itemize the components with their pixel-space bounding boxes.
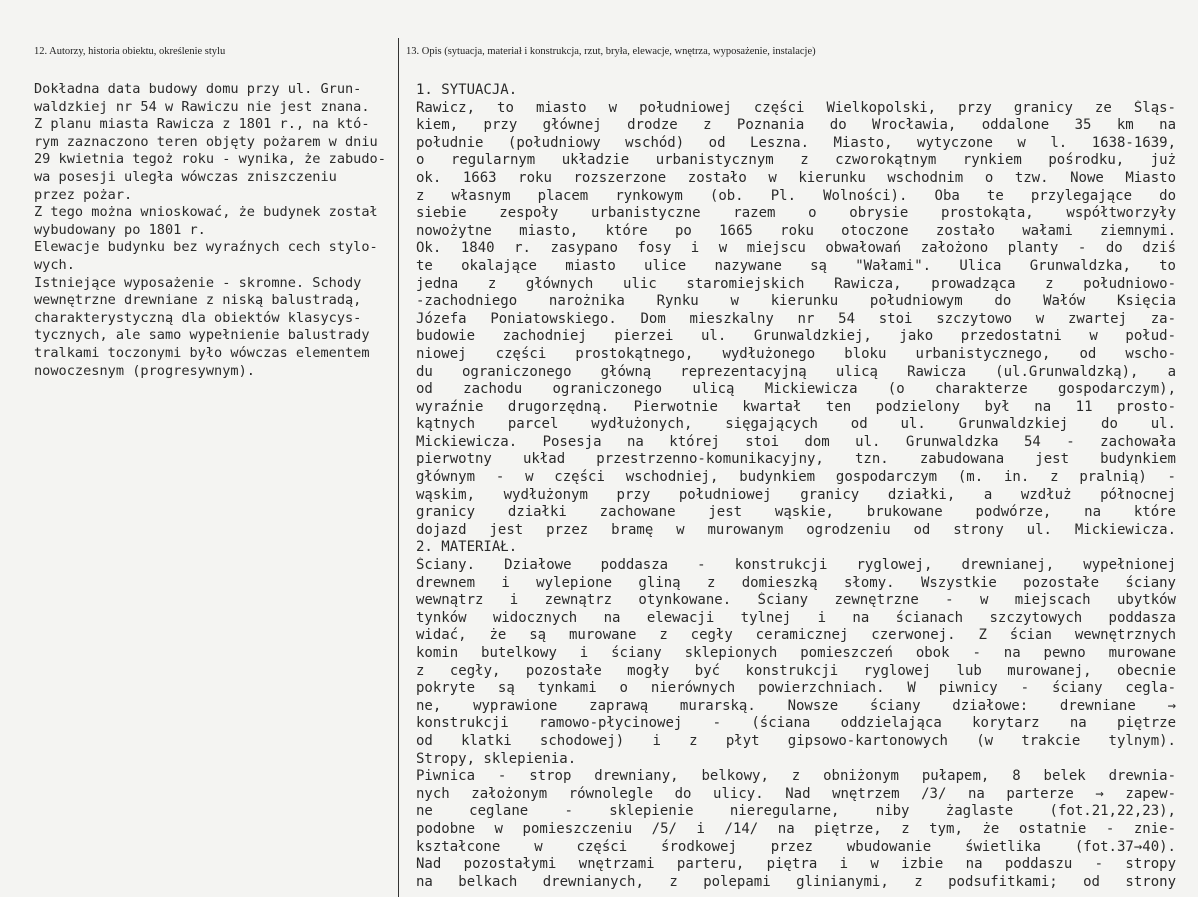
- text-line: Piwnica - strop drewniany, belkowy, z obniżonym pułapem, 8 belek drewnia-: [416, 768, 1176, 785]
- history-text-column: [34, 81, 396, 380]
- text-line: widać, że są murowane z cegły ceramicznej czerwonej. Z ścian wewnętrznych: [416, 627, 1176, 644]
- text-line: wewnętrzne drewniane z niską balustradą,: [34, 292, 362, 309]
- text-line: drewnem i wylepione gliną z domieszką słomy. Wszystkie pozostałe ściany: [416, 574, 1176, 591]
- section-13-header: 13. Opis (sytuacja, materiał i konstrukcja, rzut, bryła, elewacje, wnętrza, wyposażenie, instalacje): [406, 46, 816, 57]
- text-line: podobne w pomieszczeniu /5/ i /14/ na piętrze, z tym, że ostatnie - znie-: [416, 820, 1176, 837]
- description-text-column: [416, 82, 1176, 891]
- text-line: tycznych, ale samo wypełnienie balustrady: [34, 327, 370, 344]
- text-line: wybudowany po 1801 r.: [34, 221, 206, 238]
- text-line: kątnych parcel wydłużonych, sięgających od ul. Grunwaldzkiej do ul.: [416, 416, 1176, 433]
- text-line: komin butelkowy i ściany sklepionych pomieszczeń obok - na pewno murowane: [416, 645, 1176, 661]
- text-line: -zachodniego narożnika Rynku w kierunku południowym do Wałów Księcia: [416, 293, 1176, 310]
- text-line: tynków widocznych na elewacji tylnej i na ścianach szczytowych poddasza: [416, 609, 1176, 626]
- text-line: Z tego można wnioskować, że budynek został: [34, 204, 378, 221]
- text-line: ne, wyprawione zaprawą murarską. Nowsze ściany działowe: drewniane →: [416, 697, 1176, 714]
- text-line: tralkami toczonymi było wówczas elementem: [34, 344, 370, 361]
- text-line: Nad pozostałymi wnętrzami parteru, piętra i w izbie na poddaszu - stropy: [416, 856, 1176, 873]
- text-line: du ograniczonego główną reprezentacyjną ulicą Rawicza (ul.Grunwaldzką), a: [416, 363, 1176, 380]
- text-line: Ściany. Działowe poddasza - konstrukcji ryglowej, drewnianej, wypełnionej: [416, 557, 1176, 574]
- text-line: te okalające miasto ulice nazywane są "Wałami". Ulica Grunwaldzka, to: [416, 257, 1176, 274]
- text-line: Z planu miasta Rawicza z 1801 r., na któ-: [34, 116, 370, 133]
- text-line: niowej części prostokątnego, wydłużonego bloku urbanistycznego, od wscho-: [416, 345, 1176, 362]
- text-line: wych.: [34, 256, 75, 273]
- text-line: od zachodu ograniczonego ulicą Mickiewicza (o charakterze gospodarczym),: [416, 381, 1176, 398]
- text-line: rym zaznaczono teren objęty pożarem w dniu: [34, 133, 378, 150]
- text-line: Stropy, sklepienia.: [416, 750, 577, 767]
- text-line: Józefa Poniatowskiego. Dom mieszkalny nr 54 stoi szczytowo w zwartej za-: [416, 310, 1176, 327]
- text-line: kształcone w części środkowej przez wbudowanie świetlika (fot.37→40).: [416, 838, 1176, 855]
- text-line: od klatki schodowej) i z płyt gipsowo-kartonowych (w trakcie tylnym).: [416, 732, 1176, 749]
- text-line: konstrukcji ramowo-płycinowej - (ściana oddzielająca korytarz na piętrze: [416, 715, 1176, 732]
- text-line: budowie zachodniej pierzei ul. Grunwaldzkiej, jako przedostatni w połud-: [416, 328, 1176, 345]
- text-line: kiem, przy głównej drodze z Poznania do Wrocławia, oddalone 35 km na: [416, 117, 1176, 134]
- text-line: jedna z głównych ulic staromiejskich Rawicza, prowadząca z południowo-: [416, 275, 1176, 292]
- text-line: Dokładna data budowy domu przy ul. Grun-: [34, 81, 362, 97]
- text-line: wyraźnie drugorzędną. Pierwotnie kwartał ten podzielony był na 11 prosto-: [416, 398, 1176, 415]
- text-line: wa posesji uległa wówczas zniszczeniu: [34, 168, 337, 185]
- text-line: Mickiewicza. Posesja na której stoi dom ul. Grunwaldzka 54 - zachowała: [416, 433, 1176, 450]
- column-divider: [398, 38, 399, 897]
- text-line: Istniejące wyposażenie - skromne. Schody: [34, 274, 362, 291]
- text-line: pierwotny układ przestrzenno-komunikacyjny, tzn. zabudowana jest budynkiem: [416, 451, 1176, 468]
- text-line: Elewacje budynku bez wyraźnych cech stylo-: [34, 239, 378, 256]
- text-line: z własnym placem rynkowym (ob. Pl. Wolności). Oba te przylegające do: [416, 187, 1176, 204]
- text-line: granicy działki zachowane jest wąskie, brukowane podwórze, na które: [416, 504, 1176, 521]
- text-line: Rawicz, to miasto w południowej części Wielkopolski, przy granicy ze Śląs-: [416, 99, 1176, 116]
- section-12-header: 12. Autorzy, historia obiektu, określenie stylu: [34, 46, 226, 57]
- text-line: 1. SYTUACJA.: [416, 82, 518, 98]
- text-line: dojazd jest przez bramę w murowanym ogrodzeniu od strony ul. Mickiewicza.: [416, 521, 1176, 538]
- text-line: nowożytne miasto, które po 1665 roku otoczone zostało wałami ziemnymi.: [416, 222, 1176, 239]
- text-line: 2. MATERIAŁ.: [416, 539, 518, 556]
- text-line: głównym - w części wschodniej, budynkiem gospodarczym (m. in. z pralnią) -: [416, 469, 1176, 486]
- text-line: wąskim, wydłużonym przy południowej granicy działki, a wzdłuż północnej: [416, 486, 1176, 503]
- text-line: na belkach drewnianych, z polepami glinianymi, z podsufitkami; od strony: [416, 873, 1176, 890]
- text-line: przez pożar.: [34, 186, 133, 203]
- text-line: siebie zespoły urbanistyczne razem o obrysie prostokąta, współtworzyły: [416, 205, 1176, 222]
- text-line: o regularnym układzie urbanistycznym z czworokątnym rynkiem pośrodku, już: [416, 152, 1176, 169]
- text-line: pokryte są tynkami o nierównych powierzchniach. W piwnicy - ściany cegla-: [416, 680, 1176, 697]
- text-line: charakterystyczną dla obiektów klasycys-: [34, 309, 362, 326]
- text-line: wewnątrz i zewnątrz otynkowane. Ściany zewnętrzne - w miejscach ubytków: [416, 592, 1176, 609]
- text-line: nych założonym równolegle do ulicy. Nad wnętrzem /3/ na parterze → zapew-: [416, 785, 1176, 802]
- text-line: Ok. 1840 r. zasypano fosy i w miejscu obwałowań założono planty - do dziś: [416, 240, 1176, 257]
- text-line: 29 kwietnia tegoż roku - wynika, że zabudo-: [34, 151, 386, 168]
- text-line: nowoczesnym (progresywnym).: [34, 362, 255, 379]
- text-line: ne ceglane - sklepienie nieregularne, niby żaglaste (fot.21,22,23),: [416, 803, 1176, 820]
- text-line: ok. 1663 roku rozszerzone zostało w kierunku wschodnim o tzw. Nowe Miasto: [416, 169, 1176, 186]
- text-line: waldzkiej nr 54 w Rawiczu nie jest znana.: [34, 98, 370, 115]
- text-line: południe (południowy wschód) od Leszna. Miasto, wytyczone w l. 1638-1639,: [416, 134, 1176, 151]
- text-line: z cegły, pozostałe mogły być konstrukcji ryglowej lub murowanej, obecnie: [416, 662, 1176, 679]
